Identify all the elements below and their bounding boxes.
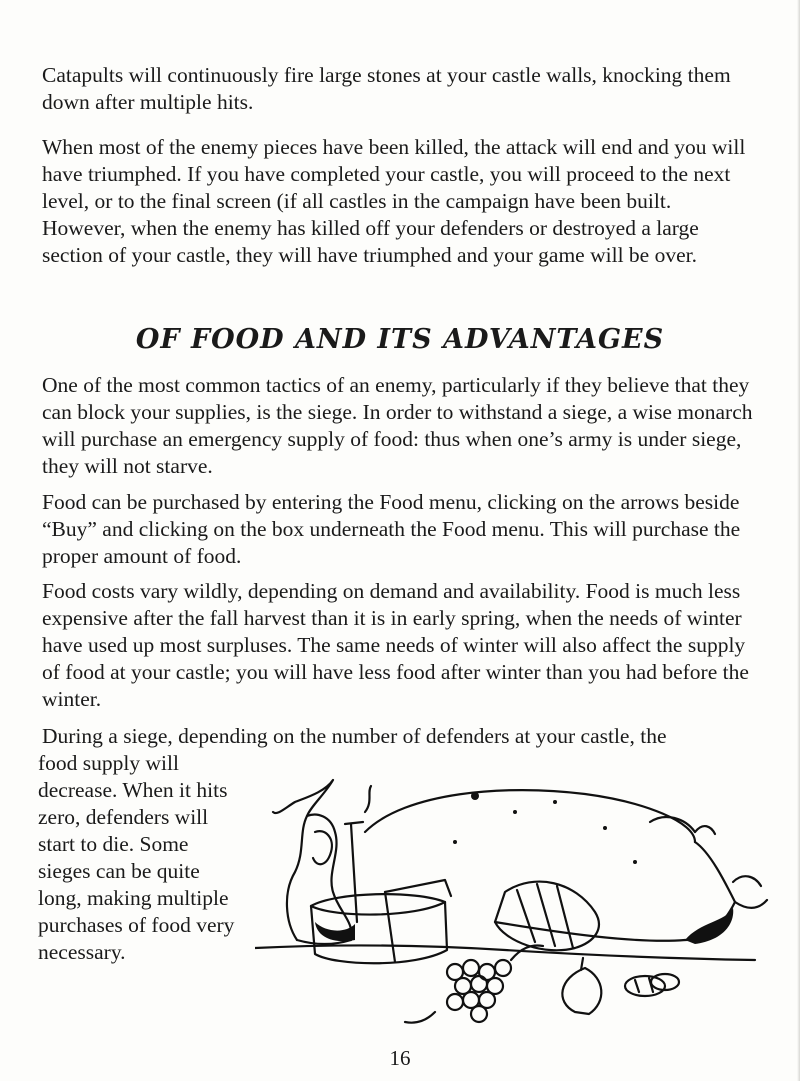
paragraph-food-purchase: Food can be purchased by entering the Food menu, clicking on the arrows beside “Buy” and clicking on the box underneath the Food menu. This will purchase the proper amount of food. <box>42 490 741 568</box>
paragraph-siege-first-line: During a siege, depending on the number of defenders at your castle, the <box>42 724 667 748</box>
food-feast-illustration-icon <box>255 772 775 1034</box>
page-number: 16 <box>389 1046 411 1070</box>
paragraph-catapults: Catapults will continuously fire large stones at your castle walls, knocking them down after multiple hits. <box>42 63 731 114</box>
paragraph-food-costs: Food costs vary wildly, depending on demand and availability. Food is much less expensive after the fall harvest than it is in early spring, when the needs of winter have used up most surpluses. The same needs of winter will also affect the supply of food at your castle; you will have less food after winter than you had before the winter. <box>42 579 749 711</box>
paragraph-siege-supply: food supply will decrease. When it hits zero, defenders will start to die. Some sieges can be quite long, making multiple purchases of food very necessary. <box>38 751 235 964</box>
section-heading: OF FOOD AND ITS ADVANTAGES <box>135 324 665 355</box>
paragraph-attack-end: When most of the enemy pieces have been killed, the attack will end and you will have triumphed. If you have completed your castle, you will proceed to the next level, or to the final screen (if all castles in the campaign have been built. However, when the enemy has killed off your defenders or destroyed a large section of your castle, they will have triumphed and your game will be over. <box>42 135 746 267</box>
paragraph-siege-tactics: One of the most common tactics of an enemy, particularly if they believe that they can block your supplies, is the siege. In order to withstand a siege, a wise monarch will purchase an emergency supply of food: thus when one’s army is under siege, they will not starve. <box>42 373 753 478</box>
